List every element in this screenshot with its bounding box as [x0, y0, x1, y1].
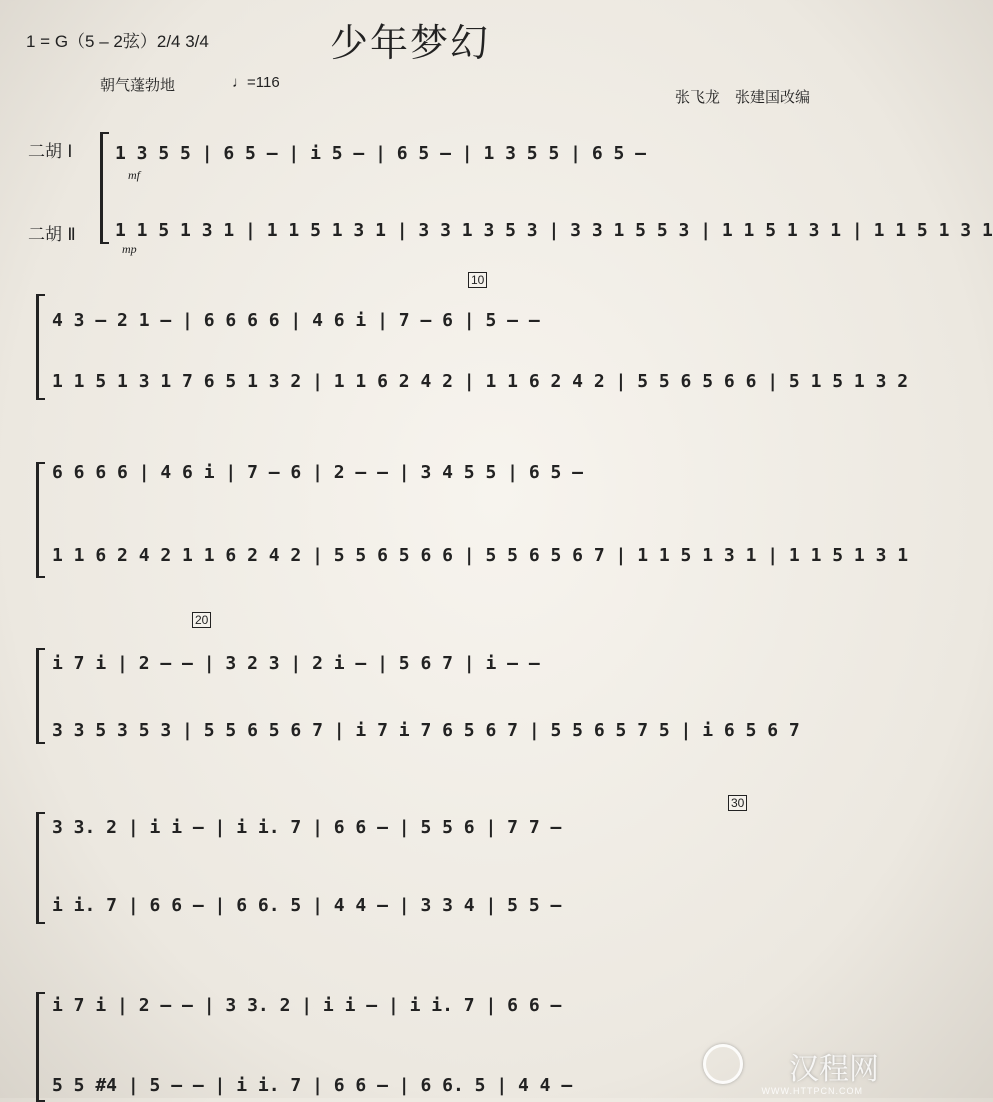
key-signature: 1 = G（5 – 2弦）2/4 3/4: [26, 32, 209, 51]
system-2-erhu1: 4 3 – 2 1 – | 6 6 6 6 | 4 6 i | 7 – 6 | 5 – –: [52, 310, 540, 331]
system-1-erhu2: 1 1 5 1 3 1 | 1 1 5 1 3 1 | 3 3 1 3 5 3 | 3 3 1 5 5 3 | 1 1 5 1 3 1 | 1 1 5 1 3 1: [115, 220, 993, 241]
watermark-url: WWW.HTTPCN.COM: [761, 1086, 863, 1096]
system-bracket: [36, 462, 45, 578]
system-bracket: [36, 992, 45, 1102]
system-2-erhu2: 1 1 5 1 3 1 7 6 5 1 3 2 | 1 1 6 2 4 2 | 1 1 6 2 4 2 | 5 5 6 5 6 6 | 5 1 5 1 3 2: [52, 371, 909, 392]
system-1-erhu1: 1 3 5 5 | 6 5 – | i 5 – | 6 5 – | 1 3 5 5 | 6 5 –: [115, 143, 647, 164]
system-3-erhu2: 1 1 6 2 4 2 1 1 6 2 4 2 | 5 5 6 5 6 6 | 5 5 6 5 6 7 | 1 1 5 1 3 1 | 1 1 5 1 3 1: [52, 545, 909, 566]
rehearsal-mark-10: 10: [468, 272, 487, 288]
dynamic-mp: mp: [122, 242, 137, 256]
system-3-erhu1: 6 6 6 6 | 4 6 i | 7 – 6 | 2 – – | 3 4 5 5 | 6 5 –: [52, 462, 584, 483]
part-label-erhu2: 二胡 Ⅱ: [28, 225, 76, 245]
dynamic-mf: mf: [128, 168, 140, 182]
system-bracket: [36, 812, 45, 924]
system-bracket: [36, 294, 45, 400]
system-bracket: [36, 648, 45, 744]
watermark-text: 汉程网: [789, 1052, 879, 1087]
system-6-erhu1: i 7 i | 2 – – | 3 3. 2 | i i – | i i. 7 | 6 6 –: [52, 995, 562, 1016]
tempo-marking: 朝气蓬勃地: [100, 77, 176, 94]
system-4-erhu1: i 7 i | 2 – – | 3 2 3 | 2 i – | 5 6 7 | i – –: [52, 653, 540, 674]
system-5-erhu2: i i. 7 | 6 6 – | 6 6. 5 | 4 4 – | 3 3 4 | 5 5 –: [52, 895, 562, 916]
system-6-erhu2: 5 5 #4 | 5 – – | i i. 7 | 6 6 – | 6 6. 5 | 4 4 –: [52, 1075, 573, 1096]
system-4-erhu2: 3 3 5 3 5 3 | 5 5 6 5 6 7 | i 7 i 7 6 5 6 7 | 5 5 6 5 7 5 | i 6 5 6 7: [52, 720, 800, 741]
rehearsal-mark-30: 30: [728, 795, 747, 811]
composer-credit: 张飞龙 张建国改编: [675, 89, 811, 106]
metronome-mark: ♩=116: [232, 74, 280, 91]
part-label-erhu1: 二胡 Ⅰ: [28, 142, 73, 162]
rehearsal-mark-20: 20: [192, 612, 211, 628]
watermark-logo-icon: [703, 1044, 743, 1084]
page-title: 少年梦幻: [330, 21, 491, 65]
system-5-erhu1: 3 3. 2 | i i – | i i. 7 | 6 6 – | 5 5 6 | 7 7 –: [52, 817, 562, 838]
system-bracket: [100, 132, 109, 244]
